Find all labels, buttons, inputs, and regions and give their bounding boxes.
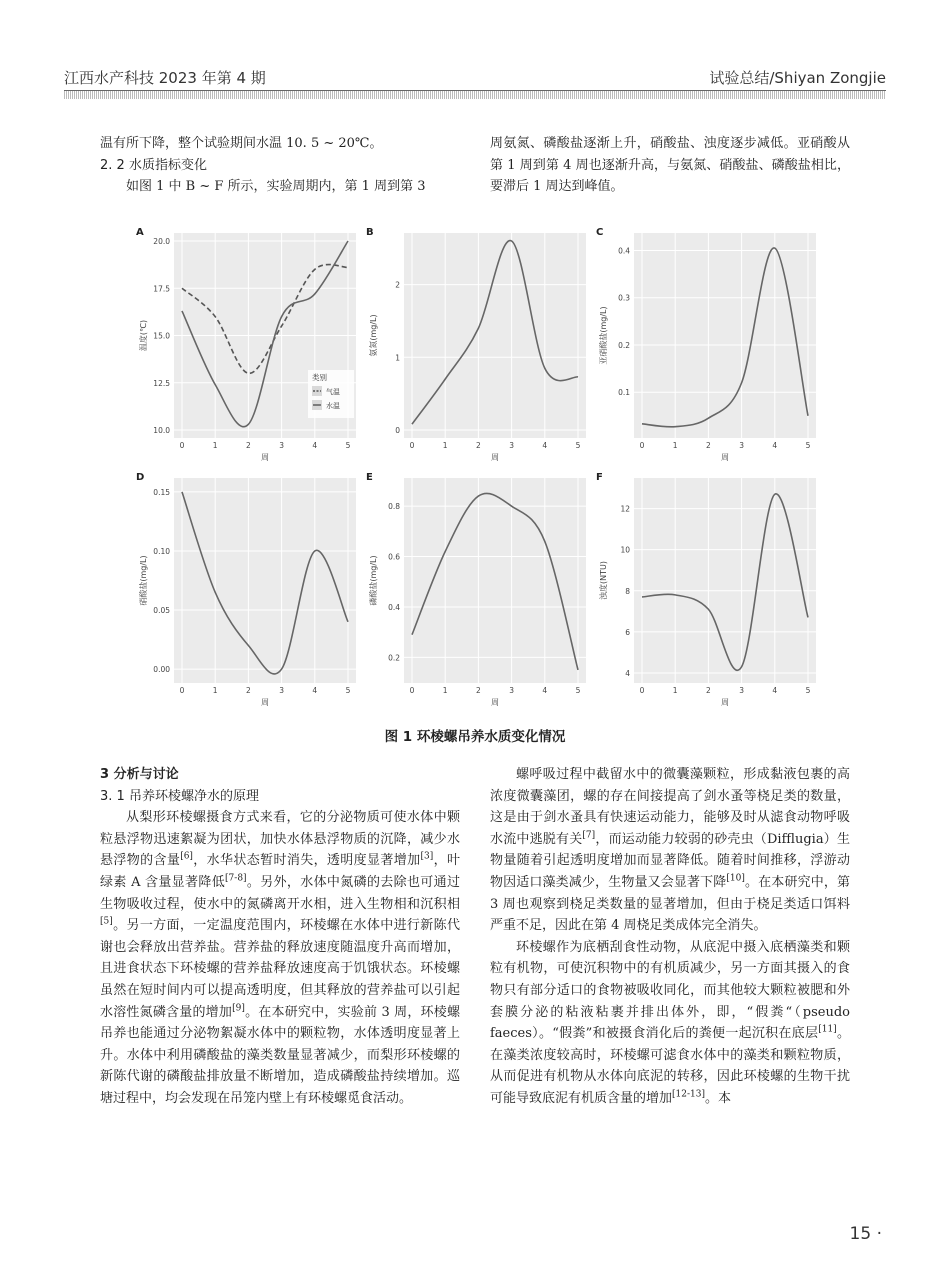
x-tick-label: 4 <box>542 441 548 450</box>
x-tick-label: 5 <box>575 686 581 695</box>
x-tick-label: 4 <box>772 686 778 695</box>
x-tick-label: 0 <box>639 686 645 695</box>
citation: [7-8] <box>225 873 247 884</box>
y-axis-label: 氨氮(mg/L) <box>369 314 378 357</box>
x-tick-label: 3 <box>739 441 744 450</box>
x-tick-label: 5 <box>345 686 351 695</box>
y-tick-label: 6 <box>625 627 630 637</box>
citation: [12-13] <box>672 1089 705 1100</box>
x-tick-label: 5 <box>805 686 811 695</box>
x-tick-label: 2 <box>476 686 481 695</box>
page-number: 15 · <box>849 1224 882 1244</box>
x-tick-label: 5 <box>575 441 581 450</box>
citation: [3] <box>420 852 434 863</box>
chart-panel-E <box>366 472 586 707</box>
y-tick-label: 17.5 <box>153 284 170 294</box>
y-axis-label: 浊度(NTU) <box>599 561 608 600</box>
x-axis-label: 周 <box>261 698 269 707</box>
y-tick-label: 0.15 <box>153 487 170 497</box>
y-tick-label: 0.10 <box>153 546 170 556</box>
journal-header: 江西水产科技 2023 年第 4 期 <box>64 69 266 87</box>
y-tick-label: 0.00 <box>153 665 170 675</box>
text-segment: 。另外，水体中氮磷的去除也可通过生物吸收过程，使水中的氮磷离开水相，进入生物相和沉积相 <box>100 874 460 912</box>
y-tick-label: 12.5 <box>153 378 170 388</box>
x-tick-label: 2 <box>476 441 481 450</box>
header-rule <box>64 90 886 99</box>
y-tick-label: 20.0 <box>153 237 170 246</box>
y-tick-label: 0.2 <box>388 653 400 663</box>
citation: [10] <box>726 873 745 884</box>
paragraph: 如图 1 中 B ~ F 所示，实验周期内，第 1 周到第 3 <box>126 179 426 195</box>
x-tick-label: 4 <box>312 686 318 695</box>
text-segment: 。在本研究中，实验前 3 周，环棱螺吊养也能通过分泌物絮凝水体中的颗粒物，水体透明度显著上升。水体中利用磷酸盐的藻类数量显著减少，而梨形环棱螺的新陈代谢的磷酸盐排放量不断增加，造成磷酸盐持续增加。巡塘过程中，均会发现在吊笼内壁上有环棱螺觅食活动。 <box>100 1004 460 1106</box>
panel-label: B <box>366 227 374 238</box>
paragraph <box>490 764 850 937</box>
text-segment: 。在藻类浓度较高时，环棱螺可滤食水体中的藻类和颗粒物质，从而促进有机物从水体向底泥的转移，因此环棱螺的生物干扰可能导致底泥有机质含量的增加 <box>490 1026 850 1106</box>
citation: [7] <box>582 830 596 841</box>
x-tick-label: 1 <box>672 441 678 450</box>
chart-panel-F <box>596 472 816 707</box>
y-tick-label: 2 <box>395 280 400 290</box>
figure-1 <box>130 225 820 715</box>
x-tick-label: 3 <box>279 686 284 695</box>
text-segment: 螺呼吸过程中截留水中的微囊藻颗粒，形成黏液包裹的高浓度微囊藻团，螺的存在间接提高了剑水蚤等桡足类的数量，这是由于剑水蚤具有快速运动能力，能够及时从滤食动物呼吸水流中逃脱有关 <box>490 767 850 847</box>
y-axis-label: 温度(℃) <box>139 319 148 352</box>
plot-background <box>174 478 356 683</box>
x-tick-label: 0 <box>179 441 185 450</box>
subsection-heading: 3. 1 吊养环棱螺净水的原理 <box>100 788 259 804</box>
x-tick-label: 1 <box>442 441 448 450</box>
x-tick-label: 2 <box>706 441 711 450</box>
y-tick-label: 0.8 <box>388 502 400 512</box>
text-segment: 。另一方面，一定温度范围内，环棱螺在水体中进行新陈代谢也会释放出营养盐。营养盐的释放速度随温度升高而增加，且进食状态下环棱螺的营养盐释放速度高于饥饿状态。环棱螺虽然在短时间内可以提高透明度，但其释放的营养盐可以引起水溶性氮磷含量的增加 <box>100 918 460 1020</box>
x-tick-label: 3 <box>509 441 514 450</box>
panel-label: E <box>366 472 373 483</box>
panel-label: F <box>596 472 603 483</box>
panel-label: A <box>136 227 144 238</box>
plot-background <box>404 478 586 683</box>
x-tick-label: 1 <box>212 441 218 450</box>
x-tick-label: 2 <box>246 441 251 450</box>
text-segment: ，而运动能力较弱的砂壳虫（Difflugia）生物量随着引起透明度增加而显著降低。随着时间推移，浮游动物因适口藻类减少，生物量又会显著下降 <box>490 831 850 890</box>
chart-panel-D <box>136 472 356 707</box>
legend-title: 类别 <box>312 373 327 382</box>
left-column <box>100 764 460 1110</box>
legend-item: 气温 <box>326 388 340 396</box>
x-tick-label: 3 <box>279 441 284 450</box>
paragraph: 温有所下降，整个试验期间水温 10. 5 ~ 20℃。 <box>100 136 383 151</box>
x-axis-label: 周 <box>491 698 499 707</box>
y-axis-label: 亚硝酸盐(mg/L) <box>599 306 608 365</box>
y-tick-label: 1 <box>395 353 400 363</box>
y-tick-label: 10 <box>620 545 630 555</box>
section-header: 试验总结/Shiyan Zongjie <box>709 69 886 87</box>
x-axis-label: 周 <box>491 453 499 462</box>
x-tick-label: 0 <box>179 686 185 695</box>
x-tick-label: 5 <box>345 441 351 450</box>
text-segment: 从梨形环棱螺摄食方式来看，它的分泌物质可使水体中颗粒悬浮物迅速絮凝为团状，加快水体悬浮物质的沉降，减少水悬浮物的含量 <box>100 810 460 869</box>
y-tick-label: 0 <box>395 426 400 435</box>
x-tick-label: 3 <box>509 686 514 695</box>
text-segment: 。本 <box>704 1090 731 1106</box>
y-tick-label: 0.05 <box>153 606 170 616</box>
y-tick-label: 0.6 <box>388 552 400 562</box>
x-tick-label: 2 <box>246 686 251 695</box>
x-tick-label: 1 <box>442 686 448 695</box>
x-tick-label: 4 <box>772 441 778 450</box>
y-tick-label: 15.0 <box>153 331 170 341</box>
panel-label: C <box>596 227 604 238</box>
citation: [11] <box>818 1024 837 1035</box>
right-column <box>490 764 850 1110</box>
legend-item: 水温 <box>326 402 340 410</box>
x-tick-label: 0 <box>639 441 645 450</box>
text-segment: ，水华状态暂时消失，透明度显著增加 <box>192 853 421 869</box>
x-axis-label: 周 <box>721 698 729 707</box>
chart-panel-B <box>366 227 586 462</box>
subsection-heading: 2. 2 水质指标变化 <box>100 157 207 173</box>
x-tick-label: 2 <box>706 686 711 695</box>
paragraph: 周氨氮、磷酸盐逐渐上升，硝酸盐、浊度逐步减低。亚硝酸从第 1 周到第 4 周也逐渐升高，与氨氮、硝酸盐、磷酸盐相比，要滞后 1 周达到峰值。 <box>490 136 850 195</box>
text-segment: 。在本研究中，第 3 周也观察到桡足类数量的显著增加，但由于桡足类适口饵料严重不足，因此在第 4 周桡足类成体完全消失。 <box>490 874 850 934</box>
plot-background <box>634 233 816 438</box>
x-tick-label: 1 <box>672 686 678 695</box>
chart-panel-C <box>596 227 816 462</box>
y-tick-label: 4 <box>625 668 630 678</box>
figure-caption: 图 1 环棱螺吊养水质变化情况 <box>384 729 566 745</box>
citation: [6] <box>180 852 193 863</box>
x-tick-label: 0 <box>409 686 415 695</box>
panel-label: D <box>136 472 145 483</box>
x-tick-label: 0 <box>409 441 415 450</box>
y-axis-label: 磷酸盐(mg/L) <box>369 555 378 606</box>
x-tick-label: 5 <box>805 441 811 450</box>
chart-panel-A <box>136 227 356 462</box>
section-heading: 3 分析与讨论 <box>100 767 179 782</box>
x-tick-label: 4 <box>542 686 548 695</box>
text-segment: ，叶绿素 A 含量显著降低 <box>100 853 460 890</box>
x-tick-label: 3 <box>739 686 744 695</box>
y-axis-label: 硝酸盐(mg/L) <box>139 555 148 606</box>
y-tick-label: 0.3 <box>618 293 630 303</box>
citation: [5] <box>100 916 113 927</box>
citation: [9] <box>232 1003 245 1014</box>
paragraph <box>100 807 460 1109</box>
text-segment: 环棱螺作为底栖刮食性动物，从底泥中摄入底栖藻类和颗粒有机物，可使沉积物中的有机质减少，另一方面其摄入的食物只有部分适口的食物被吸收同化，而其他较大颗粒被腮和外套膜分泌的粘液粘裹并排出体外，即，“假粪“（pseudo faeces）。“假粪”和被摄食消化后的粪便一起沉积在底层 <box>490 939 850 1042</box>
y-tick-label: 0.1 <box>618 388 630 398</box>
plot-background <box>404 233 586 438</box>
y-tick-label: 0.4 <box>388 602 400 612</box>
x-axis-label: 周 <box>721 453 729 462</box>
y-tick-label: 10.0 <box>153 426 170 435</box>
x-axis-label: 周 <box>261 453 269 462</box>
top-left-column <box>100 133 460 198</box>
y-tick-label: 12 <box>620 504 630 514</box>
y-tick-label: 0.2 <box>618 340 630 350</box>
paragraph <box>490 937 850 1110</box>
x-tick-label: 1 <box>212 686 218 695</box>
top-right-column <box>490 133 850 198</box>
x-tick-label: 4 <box>312 441 318 450</box>
y-tick-label: 0.4 <box>618 246 630 256</box>
y-tick-label: 8 <box>625 586 630 596</box>
